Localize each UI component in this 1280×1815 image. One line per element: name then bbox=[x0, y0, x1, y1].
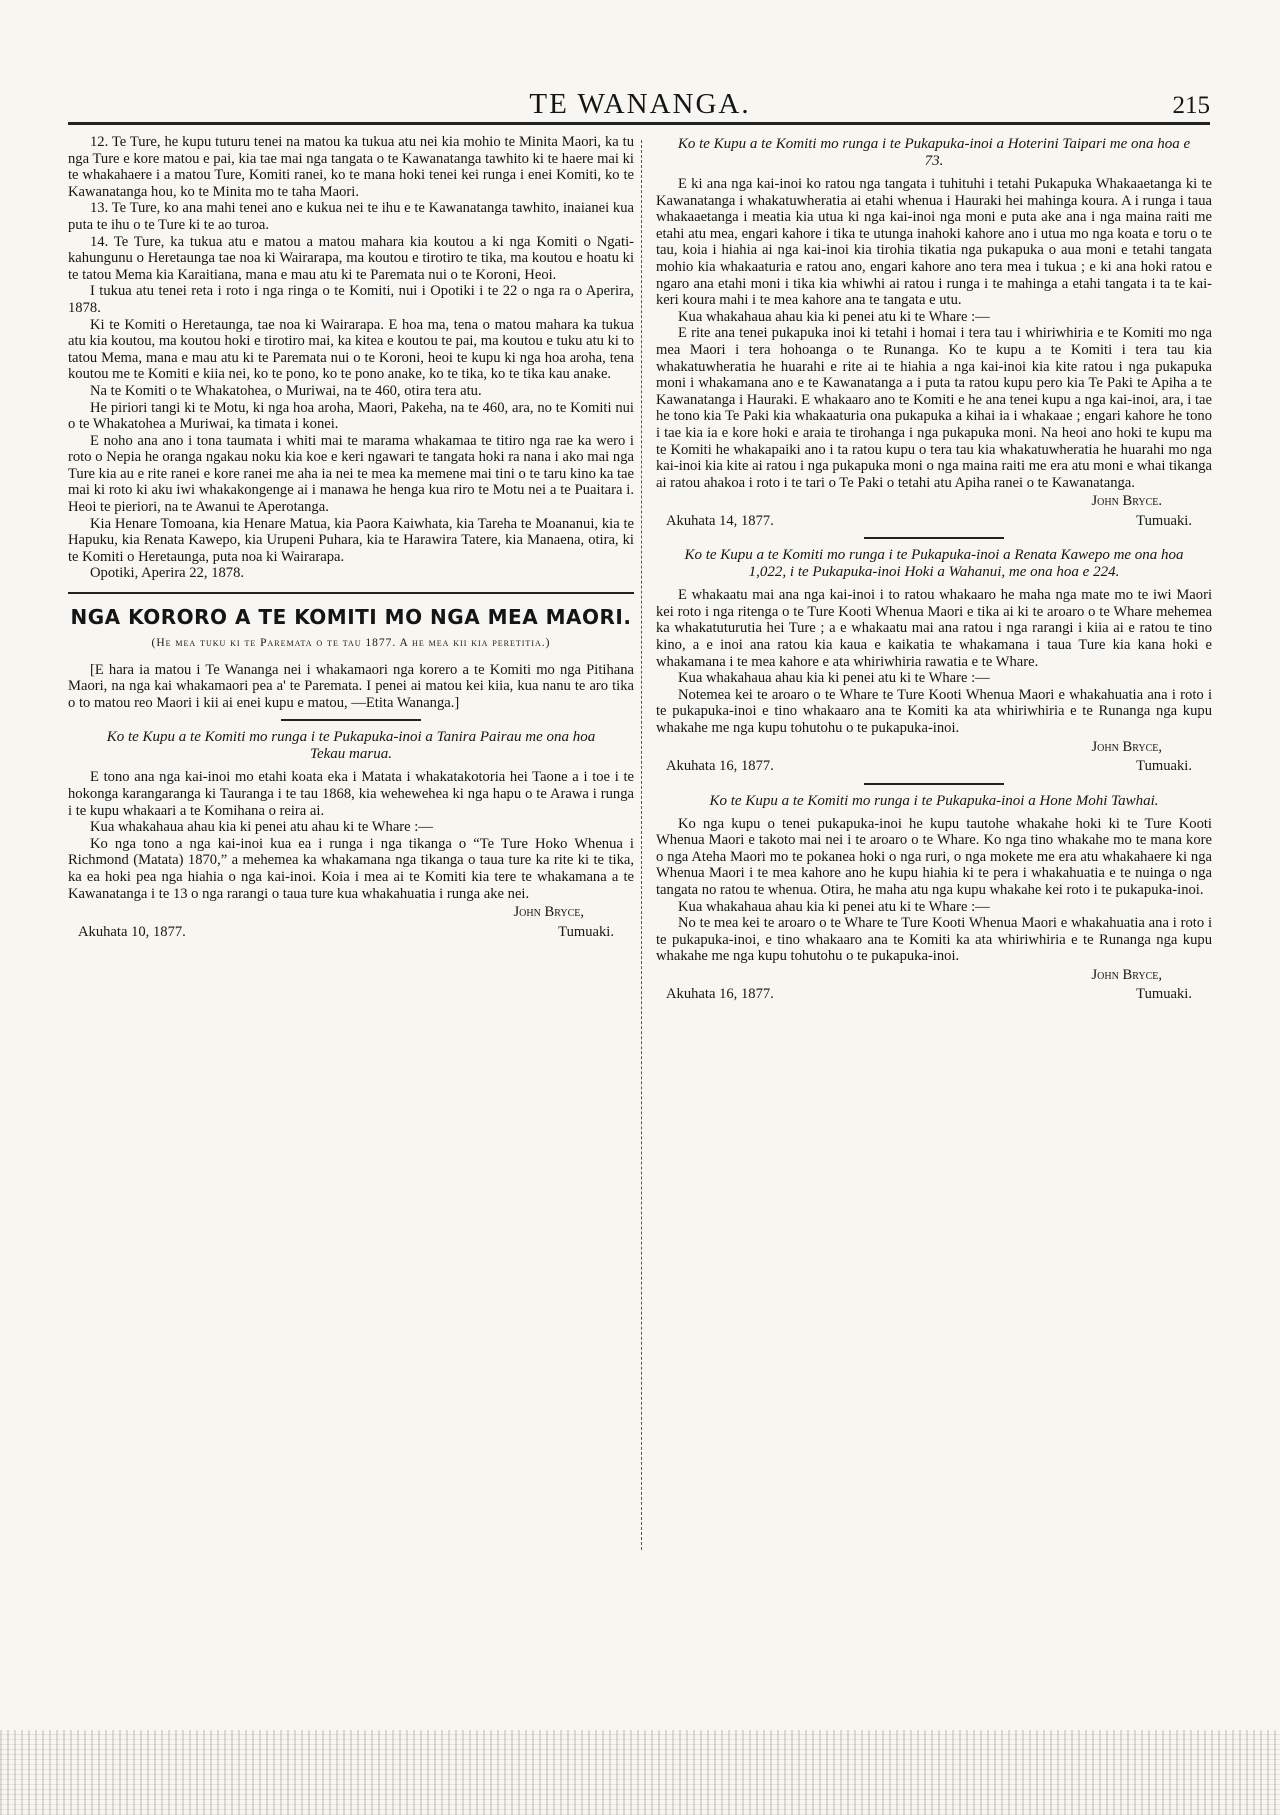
signer-name: John Bryce, bbox=[1091, 966, 1162, 983]
article-rule bbox=[864, 783, 1004, 785]
page-header bbox=[70, 88, 1210, 124]
column-divider bbox=[641, 140, 642, 1550]
signature-date: Akuhata 16, 1877. bbox=[666, 758, 774, 775]
paragraph: Kua whakahaua ahau kia ki penei atu ahau ki te Whare :— bbox=[90, 819, 433, 836]
scan-noise-strip bbox=[0, 1730, 1280, 1815]
article-rule bbox=[281, 719, 421, 721]
paragraph: Na te Komiti o te Whakatohea, o Muriwai, na te 460, otira tera atu. bbox=[90, 382, 482, 399]
report-heading: Ko te Kupu a te Komiti mo runga i te Pukapuka-inoi a Hoterini Taipari me ona hoa e 73. bbox=[677, 136, 1191, 169]
left-column bbox=[68, 134, 634, 940]
paragraph: Notemea kei te aroaro o te Whare te Ture Kooti Whenua Maori e whakahuatia ana i roto i te pukapuka-inoi e tino whakaaro ana te Komiti ka ata whiriwhiria e te Runanga nga kupu whakahe me nga kupu tohutohu o te pukapuka-inoi. bbox=[656, 686, 1212, 737]
paragraph: 13. Te Ture, ko ana mahi tenei ano e kukua nei te ihu e te Kawanatanga tawhito, inaianei kua puta te ihu o te Ture ki te ao turoa. bbox=[68, 200, 634, 233]
paragraph: He piriori tangi ki te Motu, ki nga hoa aroha, Maori, Pakeha, na te 460, ara, no te Komiti nui o te Whakatohea a Muriwai, ka timata i konei. bbox=[68, 399, 634, 433]
signature-date: Akuhata 10, 1877. bbox=[78, 923, 186, 940]
section-title: NGA KORORO A TE KOMITI MO NGA MEA MAORI. bbox=[70, 605, 632, 630]
signature-block bbox=[656, 739, 1212, 775]
paragraph: Ko nga tono a nga kai-inoi kua ea i runga i nga tikanga o “Te Ture Hoko Whenua i Richmond (Matata) 1870,” a mehemea ka whakamana nga tikanga o taua ture ka rite ki te tika, ka ea hoki pea nga hiahia o nga kai-inoi. Koia i mea ai te Komiti kia tere te whakamana a te Kawanatanga i te 13 o nga rarangi o taua ture kua whakahuatia i runga ake nei. bbox=[68, 835, 634, 902]
report-heading: Ko te Kupu a te Komiti mo runga i te Pukapuka-inoi a Hone Mohi Tawhai. bbox=[709, 792, 1159, 809]
right-column bbox=[656, 134, 1212, 1003]
article-rule bbox=[864, 537, 1004, 539]
signer-name: John Bryce, bbox=[1091, 738, 1162, 755]
section-subtitle: (He mea tuku ki te Paremata o te tau 1877. A he mea kii kia peretitia.) bbox=[151, 637, 551, 650]
section-rule bbox=[68, 592, 634, 594]
page-number: 215 bbox=[1172, 92, 1210, 119]
paragraph: Kua whakahaua ahau kia ki penei atu ki te Whare :— bbox=[678, 898, 990, 915]
report-heading: Ko te Kupu a te Komiti mo runga i te Pukapuka-inoi a Renata Kawepo me ona hoa 1,022, i te Pukapuka-inoi Hoki a Wahanui, me ona hoa e 224. bbox=[684, 547, 1184, 581]
signer-office: Tumuaki. bbox=[1136, 758, 1192, 775]
masthead-title: TE WANANGA. bbox=[529, 88, 751, 120]
signature-date: Akuhata 14, 1877. bbox=[666, 512, 774, 529]
signature-block bbox=[68, 904, 634, 940]
paragraph: No te mea kei te aroaro o te Whare te Ture Kooti Whenua Maori e whakahuatia ana i roto i te pukapuka-inoi, e tino whakaaro ana te Komiti ka ata whiriwhiria e te Runanga nga kupu whakahe me nga kupu tohutohu o te pukapuka-inoi. bbox=[656, 915, 1212, 965]
signature-block bbox=[656, 967, 1212, 1003]
paragraph: 12. Te Ture, he kupu tuturu tenei na matou ka tukua atu nei kia mohio te Minita Maori, ka tu nga Ture e kore matou e pai, kia tae mai nga tangata o te Kawanatanga tawhito ki te haere mai ki te whakahaere i a matou Ture, Komiti ranei, ko te mana hoki tenei kei runga i enei Komiti, ko te Kawanatanga hou, ko te Minita mo te taha Maori. bbox=[68, 134, 634, 200]
signer-office: Tumuaki. bbox=[1136, 512, 1192, 529]
paragraph: Kua whakahaua ahau kia ki penei atu ki te Whare :— bbox=[678, 670, 990, 687]
paragraph: I tukua atu tenei reta i roto i nga ringa o te Komiti, nui i Opotiki i te 22 o nga ra o Aperira, 1878. bbox=[68, 283, 634, 316]
signer-name: John Bryce. bbox=[1091, 493, 1162, 510]
header-rule bbox=[68, 122, 1210, 125]
paragraph: Ki te Komiti o Heretaunga, tae noa ki Wairarapa. E hoa ma, tena o matou mahara ka tukua atu kia koutou, ma koutou hoki e tirotiro mai, ka kitea e koutou te pai, ma koutou e tuku atu ki to tatou Mema, mana e mau atu ki te Paremata nui o te Koroni, heoi te kupu ki nga hoa aroha, tena koutou me te Komiti e kiia nei, ko te pono, ko te pono anake, ko te tika, ko te tika kau anake. bbox=[68, 316, 634, 383]
paragraph: E tono ana nga kai-inoi mo etahi koata eka i Matata i whakatakotoria hei Taone a i toe i te hokonga karangaranga ki Tauranga i te tau 1868, kia wehewehea ki nga hapu o te Arawa i runga i te kupu whakaari a te Komihana o reira ai. bbox=[68, 769, 634, 819]
report-heading: Ko te Kupu a te Komiti mo runga i te Pukapuka-inoi a Tanira Pairau me ona hoa Tekau marua. bbox=[106, 729, 596, 763]
signer-office: Tumuaki. bbox=[1136, 986, 1192, 1003]
signer-office: Tumuaki. bbox=[558, 923, 614, 940]
paragraph: Kia Henare Tomoana, kia Henare Matua, kia Paora Kaiwhata, kia Tareha te Moananui, kia te Hapuku, kia Renata Kawepo, kia Urupeni Puhara, kia te Harawira Tatere, kia Manaena, otira, ki te Komiti o Heretaunga, puta noa ki Wairarapa. bbox=[68, 515, 634, 565]
paragraph: E ki ana nga kai-inoi ko ratou nga tangata i tuhituhi i tetahi Pukapuka Whakaaetanga ki te Kawanatanga i whakatuwheratia ai etahi whenua i Hauraki hei mahinga koura. A i runga i taua whakaaetanga i meatia kia utua ki nga kai-inoi nga moni e puta ake ana i nga maina raiti me etahi atu mea, engari kahore i tika te utunga inahoki kahore ano i utua mo nga koata e toru o te tau, koia i hiahia ai nga kai-inoi kia tirohia tikatia nga pukapuka o aua moni e tetahi tangata mohio kia whakaaturia e ratou ano, engari kahore ano tera mea i tukua ; e ki ana hoki ratou e ngaro ana etahi moni i tika kia whiwhi ai ratou i runga i te mahinga a etahi tangata i ta te kai-keri koura mahi i te mea kahore ana te tangata e utu. bbox=[656, 176, 1212, 309]
paragraph: E noho ana ano i tona taumata i whiti mai te marama whakamaa te titiro nga rae ka wero i roto o Nepia he oranga ngakau noku kia koe e keri ngawari te tangata hoki ra nana i ako mai nga Ture kia au e rite ranei e kore ranei me aha ia nei te mea ka memene mai tini o te taru kino ka tae mai ki roto ki aku iwi whakakongenge ai i manawa he henga kua riro te Motu nei a te Puaitara i. Heoi te pieriori, na te Awanui te Aperotanga. bbox=[68, 432, 634, 516]
paragraph: 14. Te Ture, ka tukua atu e matou a matou mahara kia koutou a ki nga Komiti o Ngati-kahungunu o Heretaunga tae noa ki Wairarapa, ma koutou e tirotiro te tika, ma koutou e hoatu ki te tatou Mema kia Karaitiana, mana e mau atu ki te Paremata nui o te Koroni, Heoi. bbox=[68, 233, 634, 283]
signature-date: Akuhata 16, 1877. bbox=[666, 986, 774, 1003]
paragraph: E whakaatu mai ana nga kai-inoi i to ratou whakaaro he maha nga mate mo te iwi Maori kei roto i nga ritenga o te Ture Kooti Whenua Maori e tika ai ki te aroaro o te Whare mehemea ka whakatuturutia hei Ture ; a e whakaatu mai ana ratou i nga rarangi i kiia ai e ratou te tino kino, a e inoi ana ratou kia kaua e kaikatia te whakamana i taua Ture kia kana hoki e whakamana i te mea kahore e ata whiriwhiria rawatia e te Whare. bbox=[656, 587, 1212, 670]
paragraph: Kua whakahaua ahau kia ki penei atu ki te Whare :— bbox=[678, 308, 990, 325]
dateline: Opotiki, Aperira 22, 1878. bbox=[90, 565, 245, 582]
paragraph: Ko nga kupu o tenei pukapuka-inoi he kupu tautohe whakahe hoki ki te Ture Kooti Whenua Maori e takoto mai nei i te aroaro o te Whare. Ko nga tino whakahe mo te mana kore o nga Ateha Maori mo te pokanea hoki o nga ruri, o nga mokete me era atu whakahaere ki nga Whenua Maori i te mea kahore ano he kupu hiahia ki te pera i whakahuatia e te nuinga o nga tangata no ratou te whenua. Otira, he maha atu nga kupu whakahe kei roto i te pukapuka-inoi. bbox=[656, 815, 1212, 898]
editor-note: [E hara ia matou i Te Wananga nei i whakamaori nga korero a te Komiti mo nga Pitihana Maori, na nga kai whakamaori pea a' te Paremata. I penei ai matou kei kiia, kua nanu te aro tika o to matou reo Maori i kii ai enei kupu e matou, —Etita Wananga.] bbox=[68, 661, 634, 711]
signature-block bbox=[656, 493, 1212, 529]
paragraph: E rite ana tenei pukapuka inoi ki tetahi i homai i tera tau i whiriwhiria e te Komiti mo nga mea Maori i tera hohoanga o te Runanga. Ko te kupu a te Komiti i tera tau kia whakatuwheratia he huarahi e rite ai te hiahia a nga kai-inoi kia kite ratou i nga pukapuka moni i whakamana ano e te Kawanatanga a i puta ta ratou kupu pero kia Te Paki te Apiha a te Kawanatanga i Hauraki. E whakaaro ano te Komiti e he ana tenei kupu a nga kai-inoi, ara, i tae he tono kia Te Paki kia whakaaturia ona pukapuka a kihai ia i whakaae ; engari kahore he tono i tae kia ia e kore hoki e araia te tirohanga i nga pukapuka moni. Na heoi ano hoki te kupu ma te Komiti he whakapaiki ano i ta ratou kupu o tera tau kia whakatuwheratia he huarahi mo nga kai-inoi kia kite ai ratou i nga pukapuka moni o nga maina raiti me era atu moni e whai tikanga ai ratou ahakoa i roto i te tari o Te Paki o tetahi atu Apiha ranei o te Kawanatanga. bbox=[656, 325, 1212, 491]
signer-name: John Bryce, bbox=[513, 904, 584, 921]
